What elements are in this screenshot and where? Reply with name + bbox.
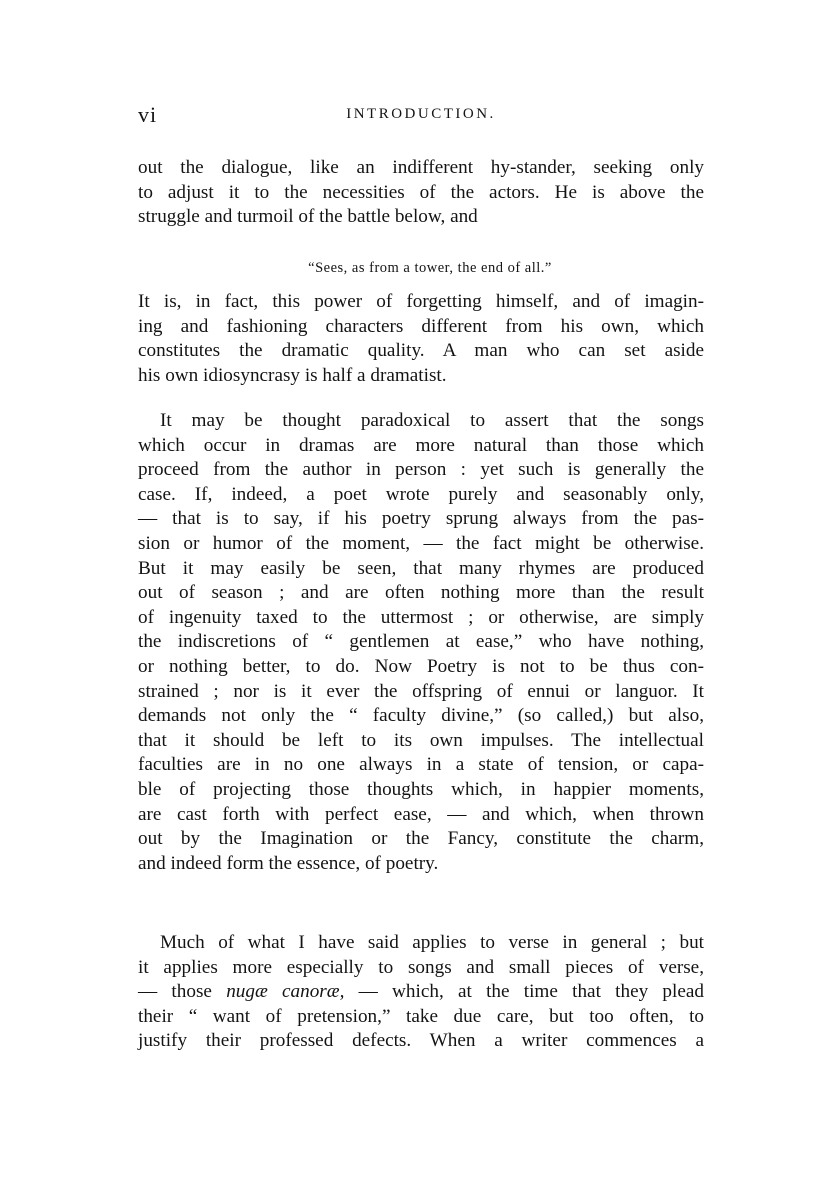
text-line: — that is to say, if his poetry sprung always from the pas- [138, 508, 704, 530]
text-line: strained ; nor is it ever the offspring of ennui or languor. It [138, 680, 704, 702]
running-head [138, 102, 704, 132]
paragraph-2 [138, 290, 704, 388]
text-line: the indiscretions of “ gentlemen at ease,” who have nothing, [138, 631, 704, 653]
latin-phrase: nugæ canoræ, [226, 981, 345, 1003]
text-line: that it should be left to its own impulses. The intellectual [138, 729, 704, 751]
text-line: or nothing better, to do. Now Poetry is not to be thus con- [138, 655, 704, 677]
text-line: proceed from the author in person : yet such is generally the [138, 459, 704, 481]
text-line: to adjust it to the necessities of the actors. He is above the [138, 181, 704, 203]
text-line: his own idiosyncrasy is half a dramatist. [138, 364, 447, 386]
page-number: vi [138, 102, 158, 127]
paragraph-1 [138, 156, 704, 230]
text-line: out of season ; and are often nothing more than the result [138, 582, 704, 604]
paragraph-4 [138, 931, 704, 1054]
text-line: are cast forth with perfect ease, — and which, when thrown [138, 803, 704, 825]
block-quote: “Sees, as from a tower, the end of all.” [308, 260, 552, 276]
text-fragment: — which, at the time that they plead [344, 981, 704, 1003]
text-line: demands not only the “ faculty divine,” (so called,) but also, [138, 705, 704, 727]
text-line: case. If, indeed, a poet wrote purely and seasonably only, [138, 483, 704, 505]
text-line: their “ want of pretension,” take due care, but too often, to [138, 1005, 704, 1027]
text-line: It may be thought paradoxical to assert that the songs [160, 410, 704, 431]
text-line: justify their professed defects. When a writer commences a [138, 1030, 704, 1052]
text-line: out by the Imagination or the Fancy, constitute the charm, [138, 828, 704, 850]
text-line: ble of projecting those thoughts which, in happier moments, [138, 778, 704, 800]
text-line: constitutes the dramatic quality. A man who can set aside [138, 340, 704, 362]
text-line: and indeed form the essence, of poetry. [138, 852, 439, 874]
text-line: But it may easily be seen, that many rhymes are produced [138, 557, 704, 579]
text-line: of ingenuity taxed to the uttermost ; or otherwise, are simply [138, 606, 704, 628]
text-line: faculties are in no one always in a state of tension, or capa- [138, 754, 704, 776]
text-fragment: — those [138, 981, 227, 1003]
text-line: It is, in fact, this power of forgetting himself, and of imagin- [138, 291, 704, 312]
text-line: ing and fashioning characters different from his own, which [138, 315, 704, 337]
paragraph-3 [138, 409, 704, 876]
text-line: which occur in dramas are more natural than those which [138, 434, 704, 456]
text-line: struggle and turmoil of the battle below, and [138, 206, 478, 228]
text-line [138, 980, 704, 1005]
text-line: Much of what I have said applies to verse in general ; but [160, 932, 704, 953]
text-line: out the dialogue, like an indifferent hy-stander, seeking only [138, 157, 704, 178]
text-line: it applies more especially to songs and small pieces of verse, [138, 956, 704, 978]
text-line: sion or humor of the moment, — the fact might be otherwise. [138, 532, 704, 554]
section-title: INTRODUCTION. [346, 106, 496, 122]
